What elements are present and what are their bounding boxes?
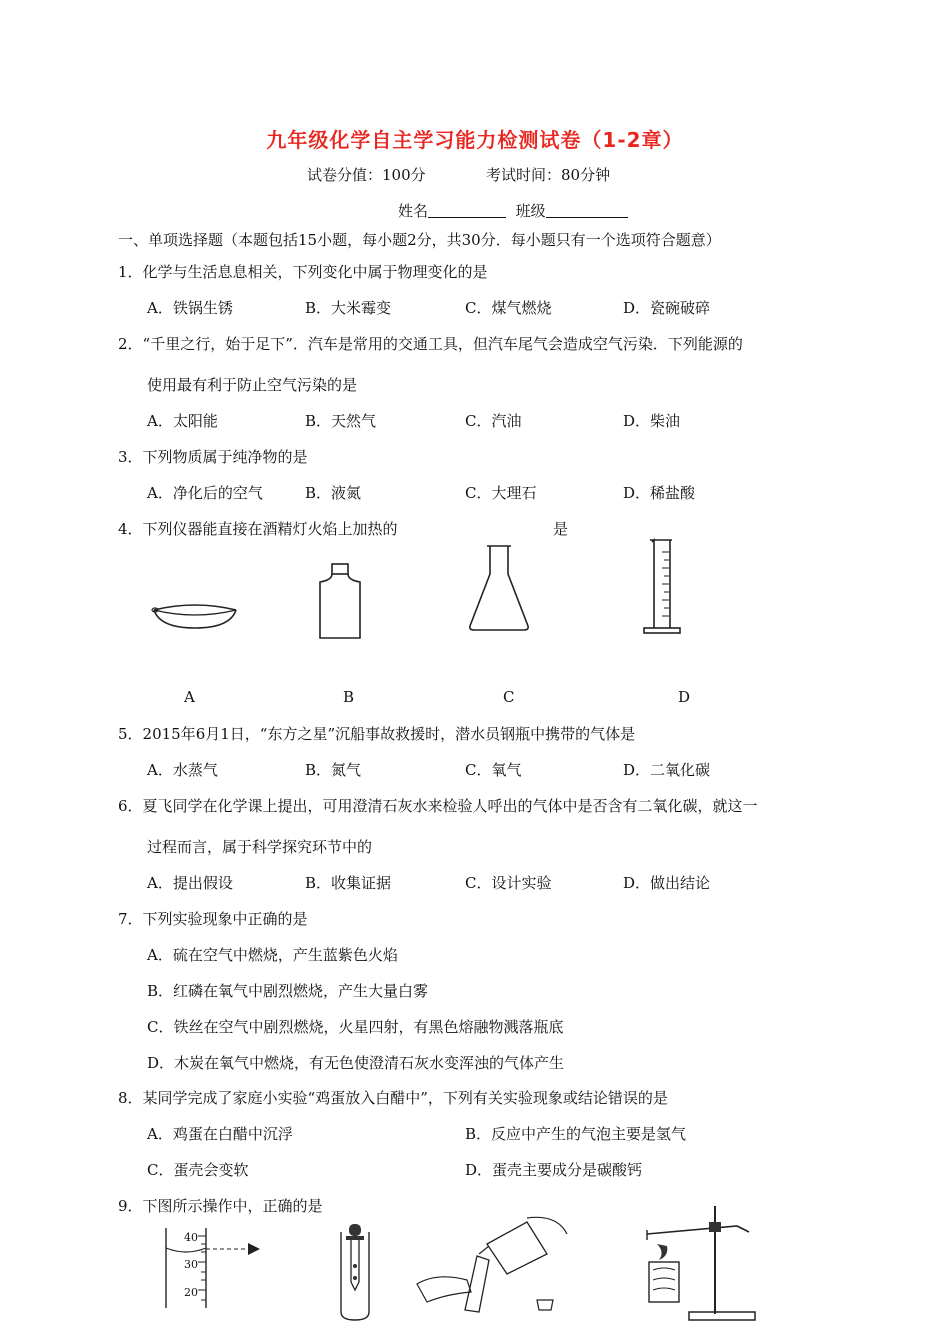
- q4-label-d[interactable]: D: [678, 688, 691, 706]
- q8-option-b[interactable]: B．反应中产生的气泡主要是氢气: [465, 1125, 687, 1143]
- question-3-stem: 3．下列物质属于纯净物的是: [118, 448, 308, 466]
- q2-option-c[interactable]: C．汽油: [465, 412, 522, 430]
- q1-option-c[interactable]: C．煤气燃烧: [465, 299, 552, 317]
- q6-option-c[interactable]: C．设计实验: [465, 874, 552, 892]
- q3-option-c[interactable]: C．大理石: [465, 484, 537, 502]
- question-6-stem: 6．夏飞同学在化学课上提出，可用澄清石灰水来检验人呼出的气体中是否含有二氧化碳，就这一: [118, 797, 758, 815]
- cylinder-tick-30: 30: [184, 1258, 198, 1271]
- q6-option-b[interactable]: B．收集证据: [305, 874, 392, 892]
- question-2-stem: 2．“千里之行，始于足下”．汽车是常用的交通工具，但汽车尾气会造成空气污染．下列能源的: [118, 335, 743, 353]
- evaporating-dish-icon: [150, 588, 240, 633]
- q5-option-c[interactable]: C．氧气: [465, 761, 522, 779]
- q3-option-d[interactable]: D．稀盐酸: [623, 484, 696, 502]
- q3-option-b[interactable]: B．液氮: [305, 484, 362, 502]
- q7-option-c[interactable]: C．铁丝在空气中剧烈燃烧，火星四射，有黑色熔融物溅落瓶底: [147, 1018, 564, 1036]
- q7-option-d[interactable]: D．木炭在氧气中燃烧，有无色使澄清石灰水变浑浊的气体产生: [147, 1054, 565, 1072]
- q5-option-d[interactable]: D．二氧化碳: [623, 761, 711, 779]
- q2-option-d[interactable]: D．柴油: [623, 412, 681, 430]
- q1-option-b[interactable]: B．大米霉变: [305, 299, 392, 317]
- conical-flask-icon: [465, 542, 533, 634]
- dropper-test-tube-icon: [335, 1222, 375, 1322]
- class-label: 班级: [515, 202, 546, 220]
- q4-label-c[interactable]: C: [503, 688, 515, 706]
- q7-option-b[interactable]: B．红磷在氧气中剧烈燃烧，产生大量白雾: [147, 982, 429, 1000]
- question-2-stem-cont: 使用最有利于防止空气污染的是: [147, 376, 358, 394]
- name-blank[interactable]: [428, 201, 506, 218]
- q1-option-a[interactable]: A．铁锅生锈: [147, 299, 233, 317]
- q8-option-d[interactable]: D．蛋壳主要成分是碳酸钙: [465, 1161, 643, 1179]
- class-blank[interactable]: [546, 201, 628, 218]
- q7-option-a[interactable]: A．硫在空气中燃烧，产生蓝紫色火焰: [147, 946, 398, 964]
- cylinder-tick-20: 20: [184, 1286, 198, 1299]
- question-9-stem: 9．下图所示操作中，正确的是: [118, 1197, 323, 1215]
- question-6-stem-cont: 过程而言，属于科学探究环节中的: [147, 838, 373, 856]
- reagent-bottle-icon: [314, 562, 366, 642]
- q2-option-b[interactable]: B．天然气: [305, 412, 377, 430]
- q8-option-a[interactable]: A．鸡蛋在白醋中沉浮: [147, 1125, 293, 1143]
- section-heading: 一、单项选择题（本题包括15小题，每小题2分，共30分．每小题只有一个选项符合题意）: [118, 231, 721, 249]
- q1-option-d[interactable]: D．瓷碗破碎: [623, 299, 711, 317]
- q4-label-a[interactable]: A: [184, 688, 195, 706]
- q6-option-d[interactable]: D．做出结论: [623, 874, 711, 892]
- q6-option-a[interactable]: A．提出假设: [147, 874, 233, 892]
- question-1-stem: 1．化学与生活息息相关，下列变化中属于物理变化的是: [118, 263, 488, 281]
- question-7-stem: 7．下列实验现象中正确的是: [118, 910, 308, 928]
- question-8-stem: 8．某同学完成了家庭小实验“鸡蛋放入白醋中”，下列有关实验现象或结论错误的是: [118, 1089, 668, 1107]
- q3-option-a[interactable]: A．净化后的空气: [147, 484, 263, 502]
- name-label: 姓名: [398, 202, 429, 220]
- q5-option-b[interactable]: B．氮气: [305, 761, 362, 779]
- pouring-liquid-icon: [407, 1214, 571, 1314]
- time-info: 考试时间：80分钟: [486, 166, 611, 184]
- cylinder-reading-icon: [160, 1228, 266, 1308]
- question-4-stem: 4．下列仪器能直接在酒精灯火焰上加热的: [118, 520, 398, 538]
- iron-stand-heating-icon: [637, 1200, 759, 1322]
- cylinder-tick-40: 40: [184, 1231, 198, 1244]
- score-info: 试卷分值：100分: [307, 166, 426, 184]
- q5-option-a[interactable]: A．水蒸气: [147, 761, 218, 779]
- question-5-stem: 5．2015年6月1日，“东方之星”沉船事故救援时，潜水员钢瓶中携带的气体是: [118, 725, 636, 743]
- q2-option-a[interactable]: A．太阳能: [147, 412, 218, 430]
- graduated-cylinder-icon: [640, 536, 688, 636]
- exam-title: 九年级化学自主学习能力检测试卷（1-2章）: [266, 128, 684, 152]
- question-4-stem-end: 是: [553, 520, 569, 538]
- q8-option-c[interactable]: C．蛋壳会变软: [147, 1161, 249, 1179]
- q4-label-b[interactable]: B: [343, 688, 355, 706]
- student-info: [398, 200, 628, 221]
